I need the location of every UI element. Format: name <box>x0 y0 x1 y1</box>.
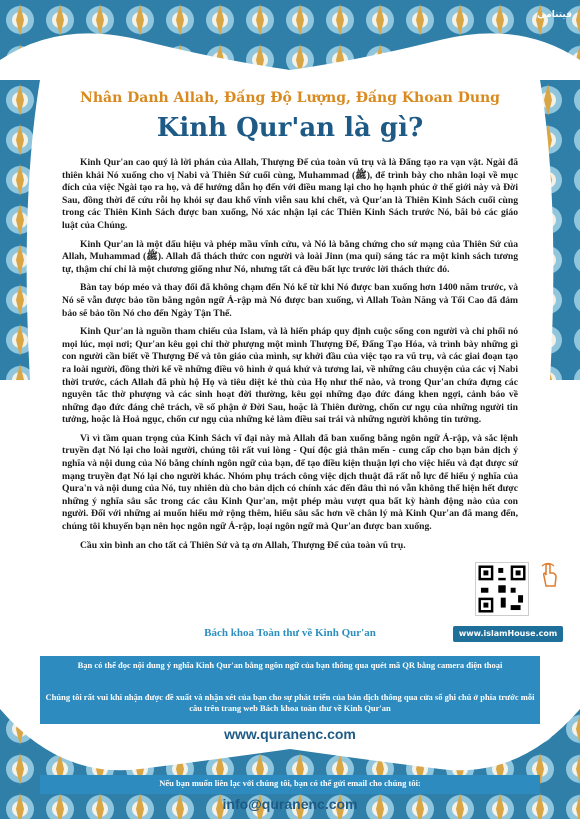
paragraph: Kinh Qur'an là một dấu hiệu và phép mầu vĩnh cửu, và Nó là bằng chứng cho sứ mạng của Thiên Sứ của Allah, Muhammad (ﷺ). Allah đã thách thức con người và loài Jinn (ma quỉ) sáng tác ra một kinh sách tương tự, thậm chí chỉ là một chương giống như Nó, nhưng tất cả đều bất lực trước lời thách thức đó. <box>62 238 519 275</box>
feedback-banner: Chúng tôi rất vui khi nhận được đề xuất và nhận xét của bạn cho sự phát triển của bản dịch thông qua cửa sổ ghi chú ở phía trước mỗi câu trên trang web Bách khoa toàn thư về Kinh Qur'an <box>40 688 540 724</box>
basmala: Nhân Danh Allah, Đấng Độ Lượng, Đấng Khoan Dung <box>80 90 500 106</box>
article-body <box>62 157 518 558</box>
email-link[interactable]: info@quranenc.com <box>222 796 358 812</box>
paragraph: Kinh Qur'an cao quý là lời phán của Allah, Thượng Đế của toàn vũ trụ và là Đấng tạo ra vạn vật. Ngài đã thiên khải Nó xuống cho vị Nabi và Thiên Sứ cuối cùng, Muhammad (ﷺ), để trình bày cho nhân loại về mục đích của việc Ngài tạo ra họ, và để hướng dẫn họ đến với điều mang lại cho họ hạnh phúc ở thế giới này và Đời Sau, đồng thời để cứu rỗi họ khỏi sự đau khổ vĩnh viễn sau khi chết, và Qur'an là Thiên Kinh Sách cuối cùng trong các Thiên Kinh Sách được ban xuống, Nó xác nhận lại các Thiên Kinh Sách trước Nó, bãi bỏ các giáo luật của Chúng. <box>62 157 518 231</box>
encyclopedia-title: Bách khoa Toàn thư về Kinh Qur'an <box>204 627 376 639</box>
language-badge: فيتنامي <box>537 10 572 20</box>
qr-info-banner: Bạn có thể đọc nội dung ý nghĩa Kinh Qur'an bằng ngôn ngữ của bạn thông qua quét mã QR bằng camera điện thoại <box>40 656 540 690</box>
top-ornament <box>0 0 580 80</box>
paragraph: Cầu xin bình an cho tất cả Thiên Sứ và tạ ơn Allah, Thượng Đế của toàn vũ trụ. <box>80 539 406 551</box>
paragraph: Bàn tay bóp méo và thay đổi đã không chạm đến Nó kể từ khi Nó được ban xuống hơn 1400 năm trước, và Nó sẽ vẫn được bảo tồn bằng ngôn ngữ Ả-rập mà Nó được ban xuống, vì Allah Toàn Năng và Tối Cao đã đảm bảo sẽ bảo tồn Nó cho đến Ngày Tận Thế. <box>62 282 518 319</box>
page-title: Kinh Qur'an là gì? <box>156 113 424 143</box>
contact-banner: Nếu bạn muốn liên lạc với chúng tôi, bạn có thể gửi email cho chúng tôi: <box>40 775 540 794</box>
tap-hand-icon <box>538 562 560 588</box>
islamhouse-link-button[interactable]: www.islamHouse.com <box>453 626 563 642</box>
qr-code-icon[interactable] <box>475 562 529 616</box>
website-link[interactable]: www.quranenc.com <box>224 726 356 742</box>
paragraph: Kinh Qur'an là nguồn tham chiếu của Islam, và là hiến pháp quy định cuộc sống con người và chỉ phối nó mọi lúc, mọi nơi; Qur'an kêu gọi chỉ thờ phượng một mình Thượng Đế, Đấng Tạo Hóa, và trình bày những gì con người cần biết về Thượng Đế và tôn giáo của mình, sự khởi đầu của việc tạo ra vũ trụ, và các giai đoạn tạo ra loài người, đồng thời kể về những điều vô hình ở quá khứ và tương lai, về những câu chuyện của các vị Nabi thời trước, cách Allah đã phù hộ Họ và tiêu diệt kẻ thù của Họ như thế nào, và trong Qur'an chứa đựng các nguyên tắc thờ phượng và các sinh hoạt đời thường, kêu gọi những đạo đức đáng khen ngợi, cảnh báo về những đạo đức đáng chê trách, về số phận ở Đời Sau, hoặc là Thiên đường, chốn cư ngụ của những người tin tưởng, hoặc là Hoả ngục, chốn cư ngụ của những kẻ làm điều sai trái và những người không tin tưởng. <box>62 326 518 426</box>
paragraph: Vì vì tầm quan trọng của Kinh Sách vĩ đại này mà Allah đã ban xuống bằng ngôn ngữ Ả-rập, và sắc lệnh truyền đạt Nó lại cho loài người, chúng tôi rất vui lòng - Quí độc giả thân mến - cung cấp cho bạn bản dịch ý nghĩa và nội dung của Nó bằng chính ngôn ngữ của bạn, để tạo điều kiện thuận lợi cho việc hiểu và đạt được sứ mạng truyền đạt Nó lại cho người khác. Nhóm phụ trách công việc dịch thuật đã rất nỗ lực để hiểu ý nghĩa của Qura'n và nội dung của Nó, tuy nhiên dù cho bản dịch có chính xác đến đâu thì nó vẫn không thể hiện hết được những ý nghĩa sâu sắc trong các câu Kinh Qur'an, một phép màu vượt qua bất kỳ hành động nào của con người. Đối với những ai muốn hiểu mở rộng thêm, hiểu sâu sắc hơn về chân lý mà Kinh Qur'an đã mang đến, chúng tôi khuyến bạn nên học ngôn ngữ Ả-rập, loại ngôn ngữ mà Qur'an được ban xuống. <box>62 432 518 533</box>
